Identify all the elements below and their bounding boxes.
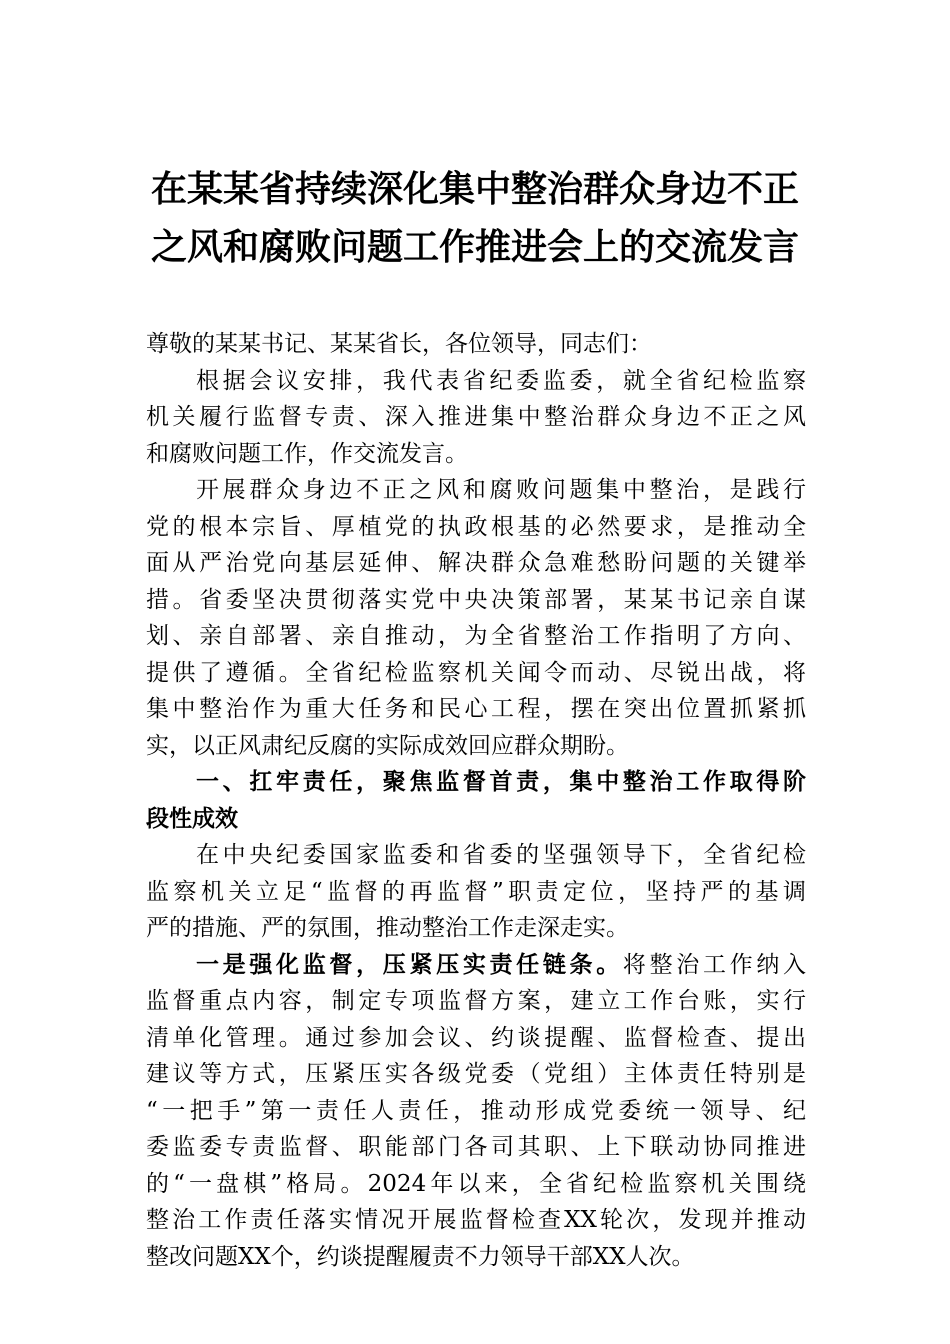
point-lead-rest: 将整治工作纳入 <box>622 951 807 978</box>
text-line: 提供了遵循。全省纪检监察机关闻令而动、尽锐出战，将 <box>146 659 806 686</box>
heading-line: 段性成效 <box>146 805 238 832</box>
paragraph-section-intro <box>146 837 806 947</box>
text-line: 在中央纪委国家监委和省委的坚强领导下，全省纪检 <box>196 842 806 868</box>
salutation-line: 尊敬的某某书记、某某省长，各位领导，同志们： <box>146 331 652 357</box>
text-line: 监督重点内容，制定专项监督方案，建立工作台账，实行 <box>146 988 806 1014</box>
text-line: 开展群众身边不正之风和腐败问题集中整治，是践行 <box>196 477 806 503</box>
document-title <box>140 160 810 276</box>
text-line: 清单化管理。通过参加会议、约谈提醒、监督检查、提出 <box>146 1024 806 1051</box>
text-line: 划、亲自部署、亲自推动，为全省整治工作指明了方向、 <box>146 623 806 649</box>
paragraph-intro <box>146 363 806 473</box>
document-body <box>146 326 806 1275</box>
title-line-1: 在某某省持续深化集中整治群众身边不正 <box>150 168 799 210</box>
text-line: 的“一盘棋”格局。2024年以来，全省纪检监察机关围绕 <box>146 1170 806 1197</box>
text-line: 整治工作责任落实情况开展监督检查XX轮次，发现并推动 <box>146 1207 806 1233</box>
text-line <box>146 947 806 984</box>
text-line: 党的根本宗旨、厚植党的执政根基的必然要求，是推动全 <box>146 513 806 540</box>
salutation <box>146 326 806 363</box>
text-line: 整改问题XX个，约谈提醒履责不力领导干部XX人次。 <box>146 1243 695 1270</box>
section-heading-1 <box>146 764 806 837</box>
paragraph-background <box>146 472 806 764</box>
text-line: 委监委专责监督、职能部门各司其职、上下联动协同推进 <box>146 1134 806 1160</box>
text-line: 集中整治作为重大任务和民心工程，摆在突出位置抓紧抓 <box>146 696 806 722</box>
text-line: 机关履行监督专责、深入推进集中整治群众身边不正之风 <box>146 404 806 430</box>
text-line: 措。省委坚决贯彻落实党中央决策部署，某某书记亲自谋 <box>146 586 806 613</box>
title-line-2: 之风和腐败问题工作推进会上的交流发言 <box>150 226 799 268</box>
point-lead: 一是强化监督，压紧压实责任链条。 <box>196 951 623 978</box>
text-line: 和腐败问题工作，作交流发言。 <box>146 440 468 467</box>
text-line: 建议等方式，压紧压实各级党委（党组）主体责任特别是 <box>146 1061 806 1087</box>
text-line: 面从严治党向基层延伸、解决群众急难愁盼问题的关键举 <box>146 550 806 576</box>
text-line: 根据会议安排，我代表省纪委监委，就全省纪检监察 <box>196 367 806 394</box>
text-line: 严的措施、严的氛围，推动整治工作走深走实。 <box>146 915 629 941</box>
text-line: 监察机关立足“监督的再监督”职责定位，坚持严的基调 <box>146 878 806 905</box>
heading-line: 一、扛牢责任，聚焦监督首责，集中整治工作取得阶 <box>196 769 806 795</box>
text-line: “一把手”第一责任人责任，推动形成党委统一领导、纪 <box>146 1097 806 1124</box>
text-line: 实，以正风肃纪反腐的实际成效回应群众期盼。 <box>146 732 629 759</box>
paragraph-point-1 <box>146 947 806 1276</box>
